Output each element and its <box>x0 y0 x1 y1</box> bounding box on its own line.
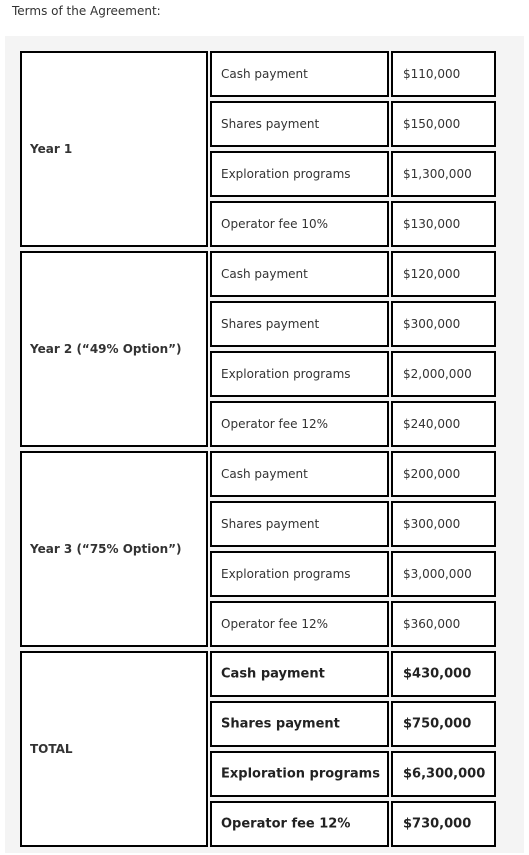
agreement-table <box>5 36 524 853</box>
item-cell <box>210 451 389 497</box>
item-label: Shares payment <box>221 517 320 531</box>
amount-cell <box>391 201 496 247</box>
item-cell <box>210 101 389 147</box>
item-cell <box>210 401 389 447</box>
amount-cell <box>391 551 496 597</box>
item-cell <box>210 801 389 847</box>
amount-cell <box>391 751 496 797</box>
item-label: Shares payment <box>221 117 320 131</box>
item-cell <box>210 351 389 397</box>
amount-cell <box>391 301 496 347</box>
amount-value: $130,000 <box>403 217 461 231</box>
amount-value: $360,000 <box>403 617 461 631</box>
amount-value: $2,000,000 <box>403 367 472 381</box>
group-label: Year 1 <box>30 142 73 156</box>
amount-value: $110,000 <box>403 67 461 81</box>
item-cell <box>210 201 389 247</box>
amount-value: $6,300,000 <box>403 766 486 782</box>
amount-value: $1,300,000 <box>403 167 472 181</box>
item-label: Operator fee 12% <box>221 617 329 631</box>
amount-value: $750,000 <box>403 716 472 732</box>
amount-cell <box>391 501 496 547</box>
item-label: Cash payment <box>221 267 308 281</box>
group-label-cell <box>20 651 208 847</box>
amount-cell <box>391 601 496 647</box>
group-label: Year 2 (“49% Option”) <box>30 342 182 356</box>
group-label-cell <box>20 251 208 447</box>
amount-value: $300,000 <box>403 317 461 331</box>
amount-cell <box>391 401 496 447</box>
amount-cell <box>391 51 496 97</box>
group-label: TOTAL <box>30 742 73 756</box>
item-label: Exploration programs <box>221 367 351 381</box>
item-cell <box>210 151 389 197</box>
item-cell <box>210 301 389 347</box>
item-label: Cash payment <box>221 67 308 81</box>
item-label: Exploration programs <box>221 567 351 581</box>
amount-cell <box>391 701 496 747</box>
amount-value: $200,000 <box>403 467 461 481</box>
item-cell <box>210 551 389 597</box>
group-label: Year 3 (“75% Option”) <box>30 542 182 556</box>
amount-cell <box>391 251 496 297</box>
group-label-cell <box>20 51 208 247</box>
item-label: Cash payment <box>221 666 325 682</box>
amount-value: $730,000 <box>403 816 472 832</box>
item-cell <box>210 501 389 547</box>
item-cell <box>210 601 389 647</box>
amount-cell <box>391 151 496 197</box>
amount-cell <box>391 351 496 397</box>
item-label: Operator fee 12% <box>221 816 351 832</box>
item-label: Exploration programs <box>221 766 380 782</box>
item-cell <box>210 701 389 747</box>
amount-value: $430,000 <box>403 666 472 682</box>
amount-cell <box>391 801 496 847</box>
item-label: Exploration programs <box>221 167 351 181</box>
item-label: Operator fee 12% <box>221 417 329 431</box>
item-cell <box>210 51 389 97</box>
amount-value: $300,000 <box>403 517 461 531</box>
item-label: Shares payment <box>221 716 340 732</box>
item-cell <box>210 651 389 697</box>
group-label-cell <box>20 451 208 647</box>
item-label: Shares payment <box>221 317 320 331</box>
item-label: Cash payment <box>221 467 308 481</box>
amount-value: $3,000,000 <box>403 567 472 581</box>
item-label: Operator fee 10% <box>221 217 329 231</box>
item-cell <box>210 251 389 297</box>
amount-value: $150,000 <box>403 117 461 131</box>
amount-cell <box>391 451 496 497</box>
amount-cell <box>391 101 496 147</box>
item-cell <box>210 751 389 797</box>
amount-value: $120,000 <box>403 267 461 281</box>
amount-value: $240,000 <box>403 417 461 431</box>
amount-cell <box>391 651 496 697</box>
intro-text: Terms of the Agreement: <box>12 4 161 18</box>
